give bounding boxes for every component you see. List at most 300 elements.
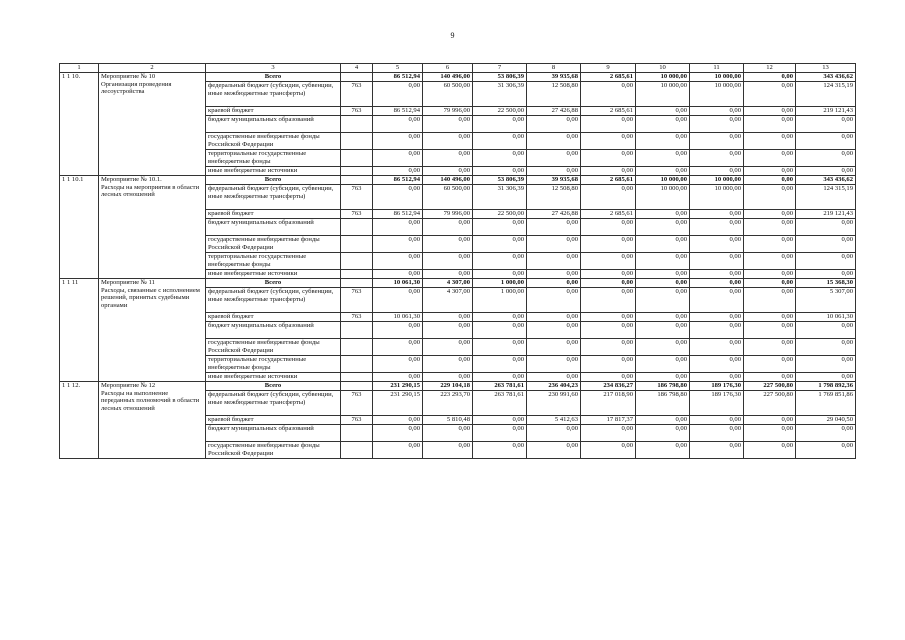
amount-cell: 217 018,90	[581, 391, 636, 416]
amount-cell: 0,00	[373, 416, 423, 425]
row-total-cell: 124 315,19	[796, 82, 856, 107]
row-total-cell: 219 121,43	[796, 107, 856, 116]
amount-cell: 0,00	[527, 339, 581, 356]
amount-cell: 0,00	[744, 442, 796, 459]
amount-cell: 0,00	[690, 373, 744, 382]
row-total-cell: 343 436,62	[796, 176, 856, 185]
amount-cell: 0,00	[636, 116, 690, 133]
amount-cell: 0,00	[581, 167, 636, 176]
amount-cell: 0,00	[473, 313, 527, 322]
row-total-cell: 1 769 851,86	[796, 391, 856, 416]
amount-cell: 0,00	[473, 356, 527, 373]
amount-cell: 0,00	[473, 253, 527, 270]
amount-cell: 0,00	[690, 279, 744, 288]
table-row	[60, 176, 856, 185]
amount-cell: 0,00	[690, 150, 744, 167]
amount-cell: 22 500,00	[473, 210, 527, 219]
header-cell: 10	[636, 64, 690, 73]
page-number: 9	[450, 31, 455, 40]
amount-cell: 0,00	[423, 167, 473, 176]
amount-cell: 0,00	[581, 253, 636, 270]
amount-cell: 0,00	[744, 236, 796, 253]
measure-name: Мероприятие № 10.1. Расходы на мероприятия в области лесных отношений	[99, 176, 206, 279]
funding-source-label: федеральный бюджет (субсидии, субвенции, иные межбюджетные трансферты)	[206, 288, 341, 313]
header-cell: 8	[527, 64, 581, 73]
amount-cell: 0,00	[744, 356, 796, 373]
budget-code-cell	[341, 219, 373, 236]
amount-cell: 10 061,30	[373, 279, 423, 288]
amount-cell: 0,00	[636, 442, 690, 459]
budget-code-cell	[341, 116, 373, 133]
amount-cell: 53 806,39	[473, 176, 527, 185]
row-total-cell: 0,00	[796, 236, 856, 253]
amount-cell: 0,00	[527, 425, 581, 442]
amount-cell: 0,00	[581, 425, 636, 442]
amount-cell: 22 500,00	[473, 107, 527, 116]
amount-cell: 31 306,39	[473, 185, 527, 210]
amount-cell: 140 496,00	[423, 73, 473, 82]
funding-source-label: федеральный бюджет (субсидии, субвенции, иные межбюджетные трансферты)	[206, 391, 341, 416]
funding-source-label: территориальные государственные внебюджетные фонды	[206, 253, 341, 270]
row-total-cell: 10 061,30	[796, 313, 856, 322]
amount-cell: 0,00	[690, 313, 744, 322]
budget-code-cell	[341, 339, 373, 356]
amount-cell: 227 500,80	[744, 382, 796, 391]
amount-cell: 0,00	[527, 253, 581, 270]
measure-code: 1 1 10.	[60, 73, 99, 176]
funding-source-label: краевой бюджет	[206, 107, 341, 116]
amount-cell: 4 307,00	[423, 279, 473, 288]
funding-source-label: Всего	[206, 279, 341, 288]
amount-cell: 230 991,60	[527, 391, 581, 416]
amount-cell: 0,00	[581, 356, 636, 373]
row-total-cell: 0,00	[796, 322, 856, 339]
amount-cell: 12 508,80	[527, 185, 581, 210]
measure-name: Мероприятие № 10 Организация проведения лесоустройства	[99, 73, 206, 176]
amount-cell: 0,00	[581, 150, 636, 167]
amount-cell: 0,00	[690, 210, 744, 219]
amount-cell: 12 508,80	[527, 82, 581, 107]
header-cell: 3	[206, 64, 341, 73]
amount-cell: 0,00	[744, 322, 796, 339]
row-total-cell: 0,00	[796, 356, 856, 373]
amount-cell: 0,00	[581, 185, 636, 210]
amount-cell: 189 176,30	[690, 382, 744, 391]
amount-cell: 0,00	[423, 339, 473, 356]
amount-cell: 0,00	[744, 313, 796, 322]
amount-cell: 0,00	[527, 313, 581, 322]
amount-cell: 31 306,39	[473, 82, 527, 107]
budget-code-cell: 763	[341, 416, 373, 425]
amount-cell: 0,00	[527, 167, 581, 176]
amount-cell: 0,00	[581, 442, 636, 459]
amount-cell: 0,00	[423, 219, 473, 236]
amount-cell: 0,00	[690, 339, 744, 356]
amount-cell: 0,00	[527, 322, 581, 339]
amount-cell: 0,00	[423, 150, 473, 167]
funding-source-label: государственные внебюджетные фонды Российской Федерации	[206, 133, 341, 150]
budget-code-cell	[341, 253, 373, 270]
amount-cell: 0,00	[744, 116, 796, 133]
amount-cell: 5 412,63	[527, 416, 581, 425]
amount-cell: 0,00	[744, 176, 796, 185]
amount-cell: 0,00	[744, 219, 796, 236]
amount-cell: 86 512,94	[373, 107, 423, 116]
amount-cell: 2 685,61	[581, 107, 636, 116]
budget-code-cell: 763	[341, 82, 373, 107]
budget-code-cell: 763	[341, 185, 373, 210]
amount-cell: 0,00	[473, 236, 527, 253]
row-total-cell: 0,00	[796, 116, 856, 133]
row-total-cell: 29 040,50	[796, 416, 856, 425]
amount-cell: 0,00	[636, 373, 690, 382]
row-total-cell: 0,00	[796, 150, 856, 167]
amount-cell: 0,00	[527, 442, 581, 459]
amount-cell: 27 426,88	[527, 210, 581, 219]
amount-cell: 0,00	[527, 219, 581, 236]
amount-cell: 39 935,68	[527, 176, 581, 185]
amount-cell: 2 685,61	[581, 73, 636, 82]
amount-cell: 0,00	[690, 356, 744, 373]
amount-cell: 0,00	[527, 288, 581, 313]
row-total-cell: 0,00	[796, 442, 856, 459]
amount-cell: 0,00	[473, 373, 527, 382]
amount-cell: 0,00	[473, 167, 527, 176]
amount-cell: 0,00	[473, 270, 527, 279]
amount-cell: 0,00	[636, 288, 690, 313]
header-cell: 12	[744, 64, 796, 73]
budget-code-cell	[341, 382, 373, 391]
row-total-cell: 5 307,00	[796, 288, 856, 313]
row-total-cell: 0,00	[796, 253, 856, 270]
amount-cell: 0,00	[636, 167, 690, 176]
amount-cell: 0,00	[527, 279, 581, 288]
amount-cell: 79 996,00	[423, 210, 473, 219]
header-cell: 13	[796, 64, 856, 73]
amount-cell: 231 290,15	[373, 391, 423, 416]
budget-code-cell	[341, 279, 373, 288]
budget-code-cell: 763	[341, 288, 373, 313]
amount-cell: 0,00	[373, 373, 423, 382]
amount-cell: 0,00	[636, 133, 690, 150]
amount-cell: 0,00	[473, 442, 527, 459]
amount-cell: 0,00	[636, 322, 690, 339]
funding-source-label: государственные внебюджетные фонды Российской Федерации	[206, 442, 341, 459]
amount-cell: 10 000,00	[636, 185, 690, 210]
amount-cell: 0,00	[373, 167, 423, 176]
budget-code-cell	[341, 373, 373, 382]
row-total-cell: 124 315,19	[796, 185, 856, 210]
funding-source-label: территориальные государственные внебюджетные фонды	[206, 150, 341, 167]
amount-cell: 0,00	[744, 107, 796, 116]
amount-cell: 229 104,18	[423, 382, 473, 391]
header-row	[60, 64, 856, 73]
row-total-cell: 0,00	[796, 167, 856, 176]
amount-cell: 0,00	[636, 253, 690, 270]
table-row	[60, 382, 856, 391]
amount-cell: 0,00	[423, 373, 473, 382]
amount-cell: 60 500,00	[423, 185, 473, 210]
amount-cell: 0,00	[581, 82, 636, 107]
row-total-cell: 0,00	[796, 270, 856, 279]
amount-cell: 0,00	[423, 356, 473, 373]
amount-cell: 0,00	[373, 82, 423, 107]
funding-source-label: бюджет муниципальных образований	[206, 322, 341, 339]
amount-cell: 0,00	[473, 219, 527, 236]
amount-cell: 0,00	[690, 133, 744, 150]
amount-cell: 263 781,61	[473, 382, 527, 391]
amount-cell: 0,00	[581, 279, 636, 288]
budget-code-cell	[341, 442, 373, 459]
amount-cell: 10 000,00	[690, 73, 744, 82]
budget-code-cell	[341, 167, 373, 176]
amount-cell: 60 500,00	[423, 82, 473, 107]
amount-cell: 263 781,61	[473, 391, 527, 416]
amount-cell: 2 685,61	[581, 176, 636, 185]
table-row	[60, 73, 856, 82]
amount-cell: 0,00	[636, 210, 690, 219]
table-row	[60, 279, 856, 288]
amount-cell: 0,00	[636, 150, 690, 167]
measure-name: Мероприятие № 11 Расходы, связанные с исполнением решений, принятых судебными органами	[99, 279, 206, 382]
budget-code-cell: 763	[341, 210, 373, 219]
amount-cell: 0,00	[373, 442, 423, 459]
amount-cell: 0,00	[581, 339, 636, 356]
amount-cell: 0,00	[373, 270, 423, 279]
budget-code-cell	[341, 236, 373, 253]
amount-cell: 0,00	[744, 73, 796, 82]
header-cell: 4	[341, 64, 373, 73]
amount-cell: 186 798,80	[636, 391, 690, 416]
amount-cell: 0,00	[690, 253, 744, 270]
amount-cell: 0,00	[690, 219, 744, 236]
amount-cell: 234 836,27	[581, 382, 636, 391]
budget-code-cell	[341, 133, 373, 150]
funding-source-label: бюджет муниципальных образований	[206, 116, 341, 133]
header-cell: 7	[473, 64, 527, 73]
amount-cell: 0,00	[744, 425, 796, 442]
budget-code-cell: 763	[341, 107, 373, 116]
amount-cell: 0,00	[373, 425, 423, 442]
funding-source-label: иные внебюджетные источники	[206, 373, 341, 382]
header-cell: 1	[60, 64, 99, 73]
amount-cell: 0,00	[690, 442, 744, 459]
budget-code-cell: 763	[341, 391, 373, 416]
funding-source-label: иные внебюджетные источники	[206, 167, 341, 176]
amount-cell: 0,00	[744, 133, 796, 150]
amount-cell: 86 512,94	[373, 210, 423, 219]
amount-cell: 0,00	[373, 219, 423, 236]
header-cell: 2	[99, 64, 206, 73]
amount-cell: 27 426,88	[527, 107, 581, 116]
row-total-cell: 0,00	[796, 133, 856, 150]
amount-cell: 86 512,94	[373, 73, 423, 82]
amount-cell: 0,00	[473, 116, 527, 133]
amount-cell: 0,00	[744, 82, 796, 107]
amount-cell: 0,00	[636, 270, 690, 279]
amount-cell: 0,00	[423, 313, 473, 322]
amount-cell: 0,00	[690, 322, 744, 339]
header-cell: 5	[373, 64, 423, 73]
amount-cell: 53 806,39	[473, 73, 527, 82]
amount-cell: 0,00	[373, 236, 423, 253]
amount-cell: 0,00	[527, 236, 581, 253]
amount-cell: 0,00	[373, 133, 423, 150]
amount-cell: 0,00	[373, 288, 423, 313]
funding-source-label: Всего	[206, 73, 341, 82]
header-cell: 11	[690, 64, 744, 73]
amount-cell: 0,00	[373, 116, 423, 133]
amount-cell: 10 000,00	[690, 185, 744, 210]
amount-cell: 10 000,00	[636, 176, 690, 185]
amount-cell: 10 061,30	[373, 313, 423, 322]
amount-cell: 0,00	[636, 356, 690, 373]
header-cell: 9	[581, 64, 636, 73]
amount-cell: 0,00	[473, 133, 527, 150]
amount-cell: 0,00	[581, 236, 636, 253]
funding-source-label: бюджет муниципальных образований	[206, 219, 341, 236]
amount-cell: 0,00	[527, 150, 581, 167]
amount-cell: 0,00	[373, 185, 423, 210]
amount-cell: 0,00	[690, 288, 744, 313]
amount-cell: 0,00	[744, 373, 796, 382]
amount-cell: 39 935,68	[527, 73, 581, 82]
amount-cell: 1 000,00	[473, 279, 527, 288]
measure-name: Мероприятие № 12 Расходы на выполнение переданных полномочий в области лесных отношений	[99, 382, 206, 459]
amount-cell: 0,00	[423, 253, 473, 270]
amount-cell: 0,00	[690, 167, 744, 176]
budget-code-cell	[341, 73, 373, 82]
amount-cell: 0,00	[473, 150, 527, 167]
funding-source-label: территориальные государственные внебюджетные фонды	[206, 356, 341, 373]
amount-cell: 0,00	[744, 279, 796, 288]
amount-cell: 0,00	[373, 150, 423, 167]
amount-cell: 0,00	[581, 288, 636, 313]
amount-cell: 0,00	[690, 425, 744, 442]
budget-code-cell	[341, 425, 373, 442]
amount-cell: 0,00	[690, 416, 744, 425]
funding-source-label: федеральный бюджет (субсидии, субвенции, иные межбюджетные трансферты)	[206, 82, 341, 107]
funding-source-label: государственные внебюджетные фонды Российской Федерации	[206, 339, 341, 356]
amount-cell: 0,00	[636, 219, 690, 236]
amount-cell: 0,00	[744, 270, 796, 279]
row-total-cell: 219 121,43	[796, 210, 856, 219]
amount-cell: 186 798,80	[636, 382, 690, 391]
amount-cell: 0,00	[690, 116, 744, 133]
funding-source-label: государственные внебюджетные фонды Российской Федерации	[206, 236, 341, 253]
amount-cell: 0,00	[373, 356, 423, 373]
amount-cell: 0,00	[636, 107, 690, 116]
header-cell: 6	[423, 64, 473, 73]
measure-code: 1 1 11	[60, 279, 99, 382]
amount-cell: 10 000,00	[690, 176, 744, 185]
amount-cell: 0,00	[423, 133, 473, 150]
amount-cell: 0,00	[744, 185, 796, 210]
amount-cell: 0,00	[636, 416, 690, 425]
amount-cell: 0,00	[636, 313, 690, 322]
amount-cell: 1 000,00	[473, 288, 527, 313]
amount-cell: 231 290,15	[373, 382, 423, 391]
amount-cell: 0,00	[527, 270, 581, 279]
amount-cell: 0,00	[744, 167, 796, 176]
amount-cell: 223 293,70	[423, 391, 473, 416]
amount-cell: 4 307,00	[423, 288, 473, 313]
amount-cell: 0,00	[423, 442, 473, 459]
funding-source-label: федеральный бюджет (субсидии, субвенции, иные межбюджетные трансферты)	[206, 185, 341, 210]
amount-cell: 5 810,48	[423, 416, 473, 425]
row-total-cell: 0,00	[796, 339, 856, 356]
amount-cell: 0,00	[473, 322, 527, 339]
row-total-cell: 0,00	[796, 219, 856, 236]
amount-cell: 0,00	[423, 236, 473, 253]
amount-cell: 0,00	[744, 253, 796, 270]
amount-cell: 0,00	[636, 236, 690, 253]
amount-cell: 0,00	[581, 219, 636, 236]
budget-code-cell: 763	[341, 313, 373, 322]
amount-cell: 0,00	[527, 133, 581, 150]
amount-cell: 0,00	[423, 322, 473, 339]
amount-cell: 0,00	[473, 339, 527, 356]
row-total-cell: 343 436,62	[796, 73, 856, 82]
amount-cell: 2 685,61	[581, 210, 636, 219]
amount-cell: 0,00	[744, 150, 796, 167]
budget-table	[59, 63, 856, 459]
amount-cell: 10 000,00	[636, 73, 690, 82]
amount-cell: 0,00	[527, 373, 581, 382]
amount-cell: 0,00	[527, 356, 581, 373]
amount-cell: 0,00	[581, 133, 636, 150]
budget-code-cell	[341, 322, 373, 339]
amount-cell: 0,00	[423, 116, 473, 133]
amount-cell: 0,00	[373, 322, 423, 339]
amount-cell: 0,00	[636, 425, 690, 442]
funding-source-label: иные внебюджетные источники	[206, 270, 341, 279]
amount-cell: 0,00	[744, 339, 796, 356]
funding-source-label: краевой бюджет	[206, 210, 341, 219]
row-total-cell: 15 368,30	[796, 279, 856, 288]
row-total-cell: 0,00	[796, 373, 856, 382]
amount-cell: 140 496,00	[423, 176, 473, 185]
amount-cell: 0,00	[581, 322, 636, 339]
budget-code-cell	[341, 270, 373, 279]
amount-cell: 0,00	[473, 425, 527, 442]
budget-code-cell	[341, 150, 373, 167]
amount-cell: 0,00	[581, 116, 636, 133]
amount-cell: 0,00	[581, 373, 636, 382]
funding-source-label: Всего	[206, 382, 341, 391]
amount-cell: 0,00	[744, 288, 796, 313]
amount-cell: 0,00	[423, 425, 473, 442]
amount-cell: 0,00	[373, 253, 423, 270]
amount-cell: 0,00	[690, 236, 744, 253]
budget-code-cell	[341, 356, 373, 373]
amount-cell: 236 404,23	[527, 382, 581, 391]
amount-cell: 0,00	[744, 416, 796, 425]
budget-code-cell	[341, 176, 373, 185]
funding-source-label: Всего	[206, 176, 341, 185]
amount-cell: 79 996,00	[423, 107, 473, 116]
amount-cell: 0,00	[423, 270, 473, 279]
amount-cell: 86 512,94	[373, 176, 423, 185]
funding-source-label: краевой бюджет	[206, 416, 341, 425]
amount-cell: 0,00	[581, 313, 636, 322]
amount-cell: 0,00	[373, 339, 423, 356]
measure-code: 1 1 12.	[60, 382, 99, 459]
amount-cell: 0,00	[473, 416, 527, 425]
amount-cell: 0,00	[581, 270, 636, 279]
amount-cell: 189 176,30	[690, 391, 744, 416]
measure-code: 1 1 10.1	[60, 176, 99, 279]
